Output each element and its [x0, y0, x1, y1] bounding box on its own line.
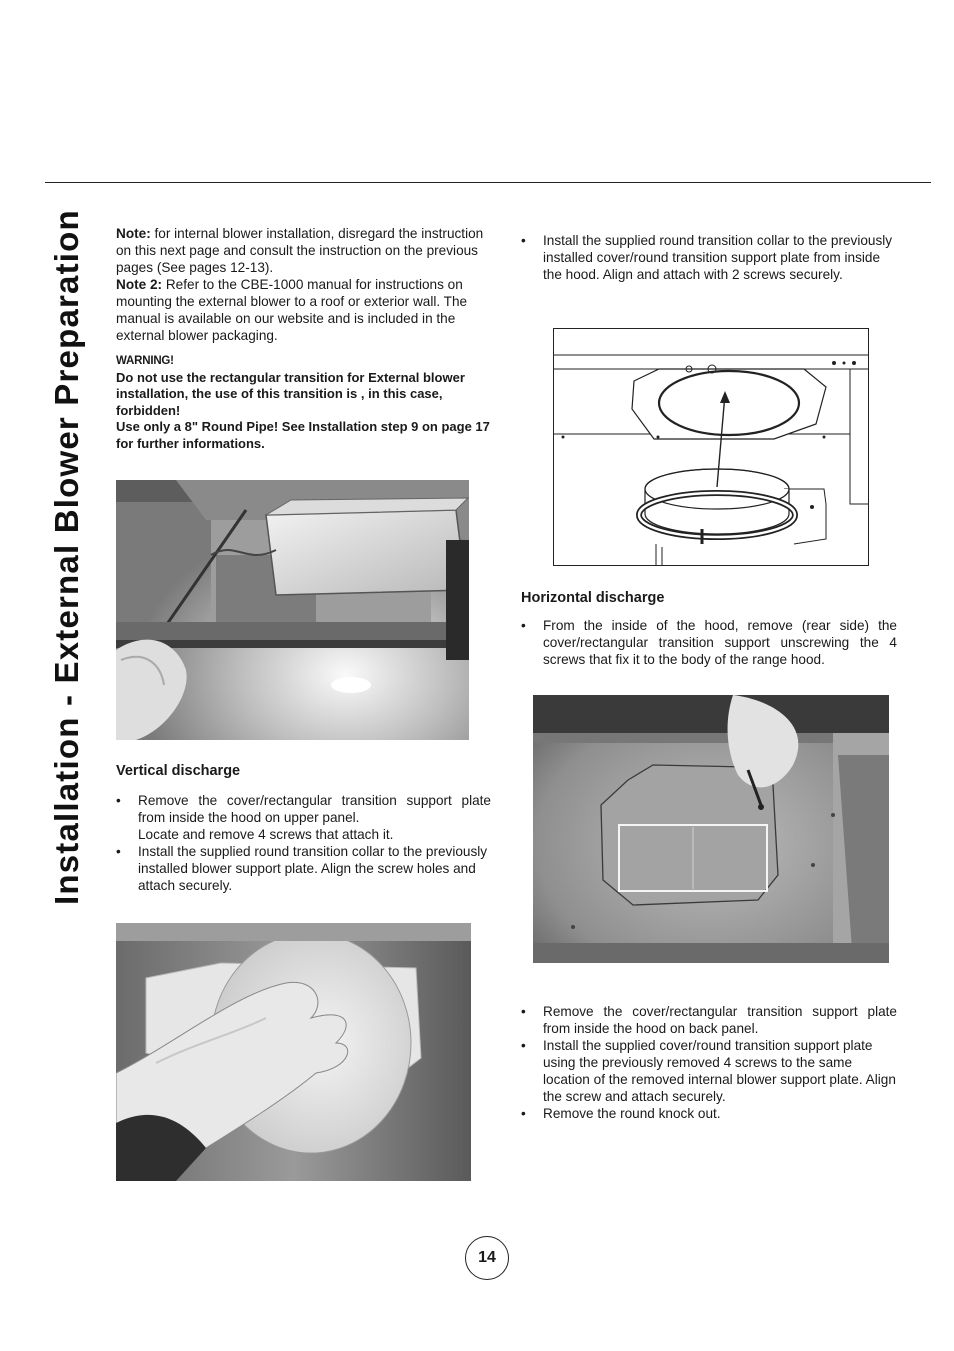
list-item: • Install the supplied round transition collar to the previously installed cover/round transition support plate from inside the hood. Align and attach with 2 screws securely.: [521, 232, 897, 283]
horizontal-discharge-list: [521, 617, 897, 668]
page-title: Installation - External Blower Preparation: [48, 209, 85, 905]
vertical-discharge-heading: Vertical discharge: [116, 763, 241, 779]
warning-block: [116, 353, 491, 452]
horizontal-discharge-heading: Horizontal discharge: [521, 590, 665, 606]
intro-notes: [116, 225, 491, 344]
page-number: 14: [465, 1236, 509, 1280]
warning-line1: Do not use the rectangular transition for External blower installation, the use of this transition is , in this case, forbidden!: [116, 369, 465, 418]
list-item: • Install the supplied round transition collar to the previously installed blower support plate. Align the screw holes and attach securely.: [116, 843, 491, 894]
photo-hand-round-plate: [116, 923, 471, 1181]
horizontal-steps-list: [521, 1003, 897, 1122]
list-item: • Remove the cover/rectangular transition support plate from inside the hood on upper panel. Locate and remove 4 screws that attach it.: [116, 792, 491, 843]
note1-label: Note:: [116, 226, 151, 241]
list-item: • Remove the cover/rectangular transition support plate from inside the hood on back panel.: [521, 1003, 897, 1037]
photo-rectangular-plate: [533, 695, 889, 963]
list-item: • From the inside of the hood, remove (rear side) the cover/rectangular transition support unscrewing the 4 screws that fix it to the body of the range hood.: [521, 617, 897, 668]
header-rule: [45, 182, 931, 183]
vertical-discharge-list: [116, 792, 491, 894]
note1-text: for internal blower installation, disregard the instruction on this next page and consult the instruction on the previous pages (See pages 12-13).: [116, 226, 484, 275]
note2-label: Note 2:: [116, 277, 163, 292]
warning-label: WARNING!: [116, 355, 174, 367]
list-item: • Install the supplied cover/round transition support plate using the previously removed 4 screws to the same location of the removed internal blower support plate. Align the screw and attach securely.: [521, 1037, 897, 1105]
collar-install-list: [521, 232, 897, 283]
warning-line2: Use only a 8" Round Pipe! See Installation step 9 on page 17 for further informations.: [116, 419, 490, 451]
photo-wiring-box: [116, 480, 469, 740]
diagram-round-collar: [553, 328, 869, 566]
list-item: • Remove the round knock out.: [521, 1105, 897, 1122]
note2-text: Refer to the CBE-1000 manual for instructions on mounting the external blower to a roof or exterior wall. The manual is available on our website and is included in the external blower packaging.: [116, 277, 468, 343]
